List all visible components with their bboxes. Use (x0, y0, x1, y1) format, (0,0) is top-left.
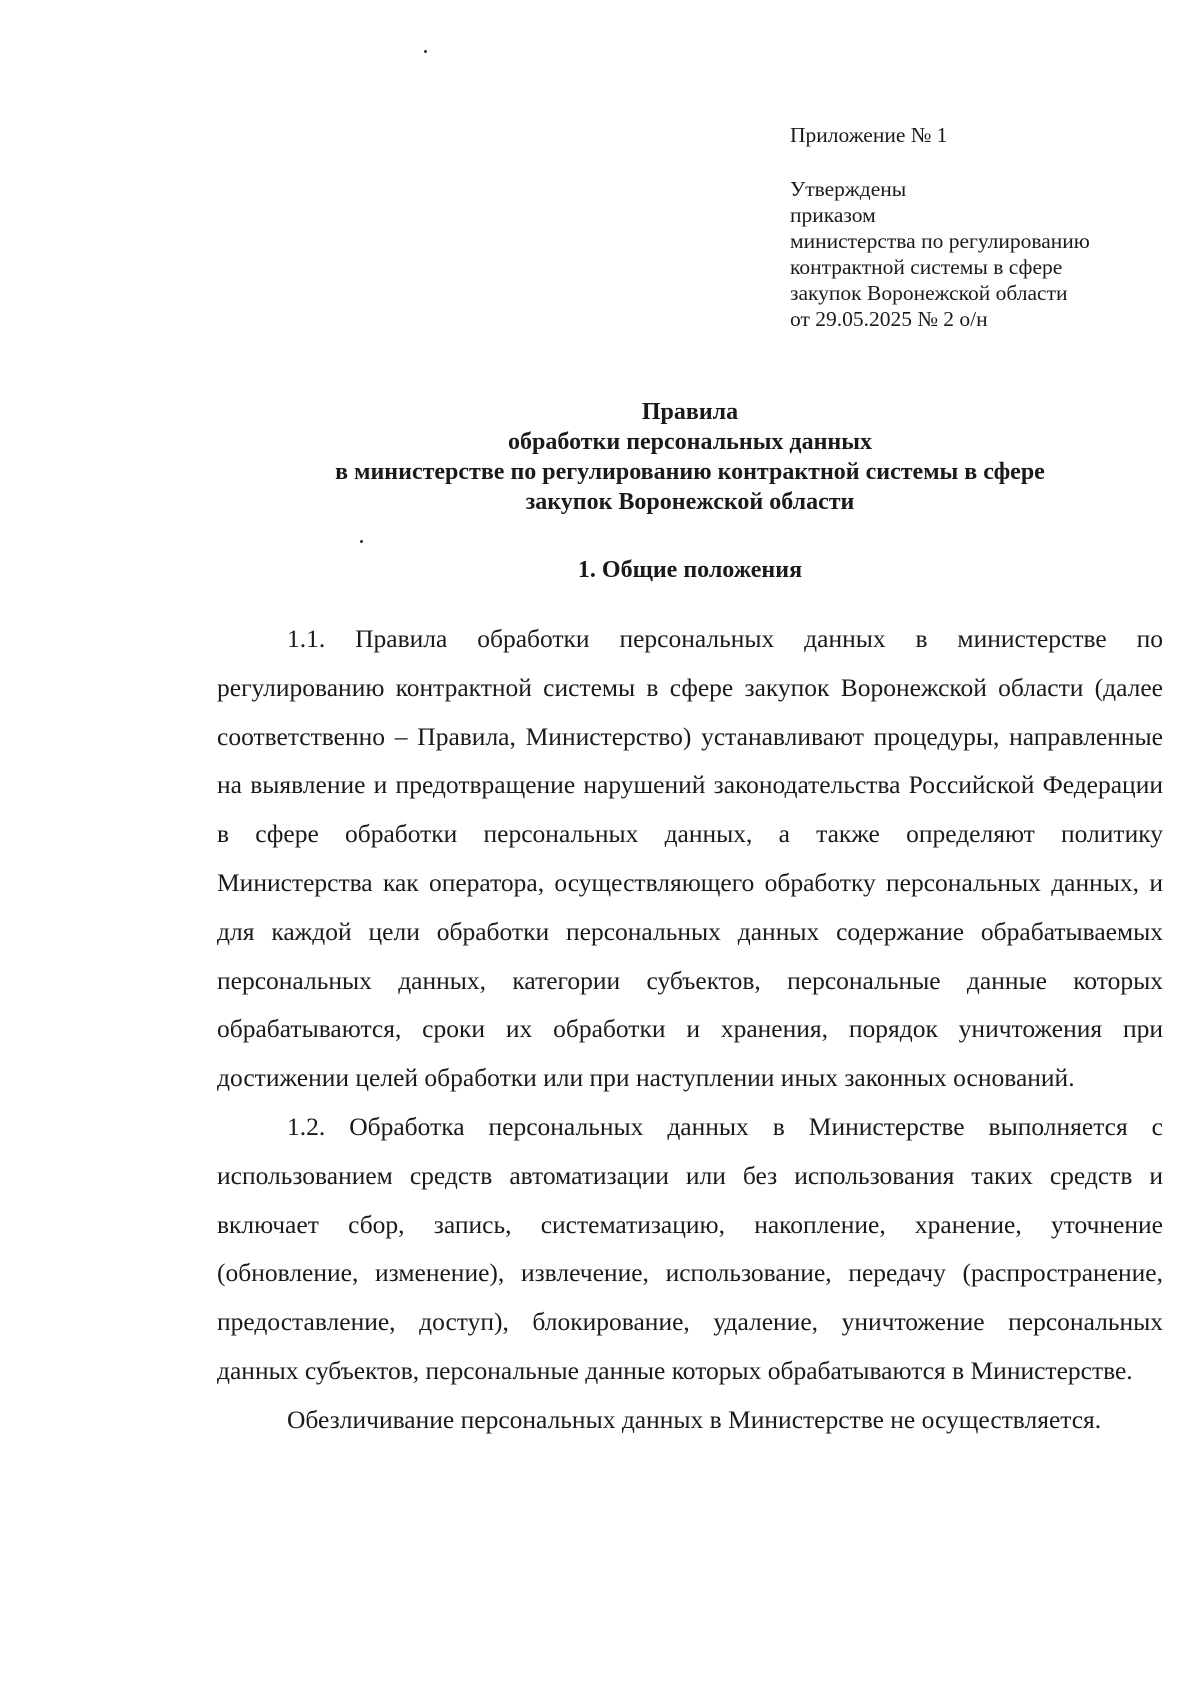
title-line: в министерстве по регулированию контрактной системы в сфере (335, 459, 1045, 485)
paragraph: 1.2. Обработка персональных данных в Министерстве выполняется с использованием средств автоматизации или без использования таких средств и включает сбор, запись, систематизацию, накопление, хранение, уточнение (обновление, изменение), извлечение, использование, передачу (распространение, предоставление, доступ), блокирование, удаление, уничтожение персональных данных субъектов, персональные данные которых обрабатываются в Министерстве. (217, 1111, 1163, 1385)
approval-line: от 29.05.2025 № 2 о/н (790, 307, 988, 331)
title-line: Правила (641, 399, 739, 425)
scan-artifact-dot (360, 540, 363, 543)
title-line: обработки персональных данных (508, 429, 872, 455)
section-heading: 1. Общие положения (577, 557, 803, 583)
document-body (217, 615, 1163, 1445)
scan-artifact-dot (424, 50, 427, 53)
appendix-block (790, 122, 1170, 332)
title-line: закупок Воронежской области (525, 489, 855, 515)
paragraph: 1.1. Правила обработки персональных данных в министерстве по регулированию контрактной системы в сфере закупок Воронежской области (далее соответственно – Правила, Министерство) устанавливают процедуры, направленные на выявление и предотвращение нарушений законодательства Российской Федерации в сфере обработки персональных данных, а также определяют политику Министерства как оператора, осуществляющего обработку персональных данных, и для каждой цели обработки персональных данных содержание обрабатываемых персональных данных, категории субъектов, персональные данные которых обрабатываются, сроки их обработки и хранения, порядок уничтожения при достижении целей обработки или при наступлении иных законных оснований. (217, 624, 1163, 1093)
appendix-title: Приложение № 1 (790, 123, 948, 147)
approval-line: Утверждены (790, 177, 907, 201)
paragraph: Обезличивание персональных данных в Министерстве не осуществляется. (287, 1404, 1102, 1434)
approval-line: закупок Воронежской области (790, 281, 1068, 305)
document-title (150, 397, 1200, 517)
approval-line: приказом (790, 203, 876, 227)
approval-line: министерства по регулированию (790, 229, 1090, 253)
approval-line: контрактной системы в сфере (790, 255, 1063, 279)
